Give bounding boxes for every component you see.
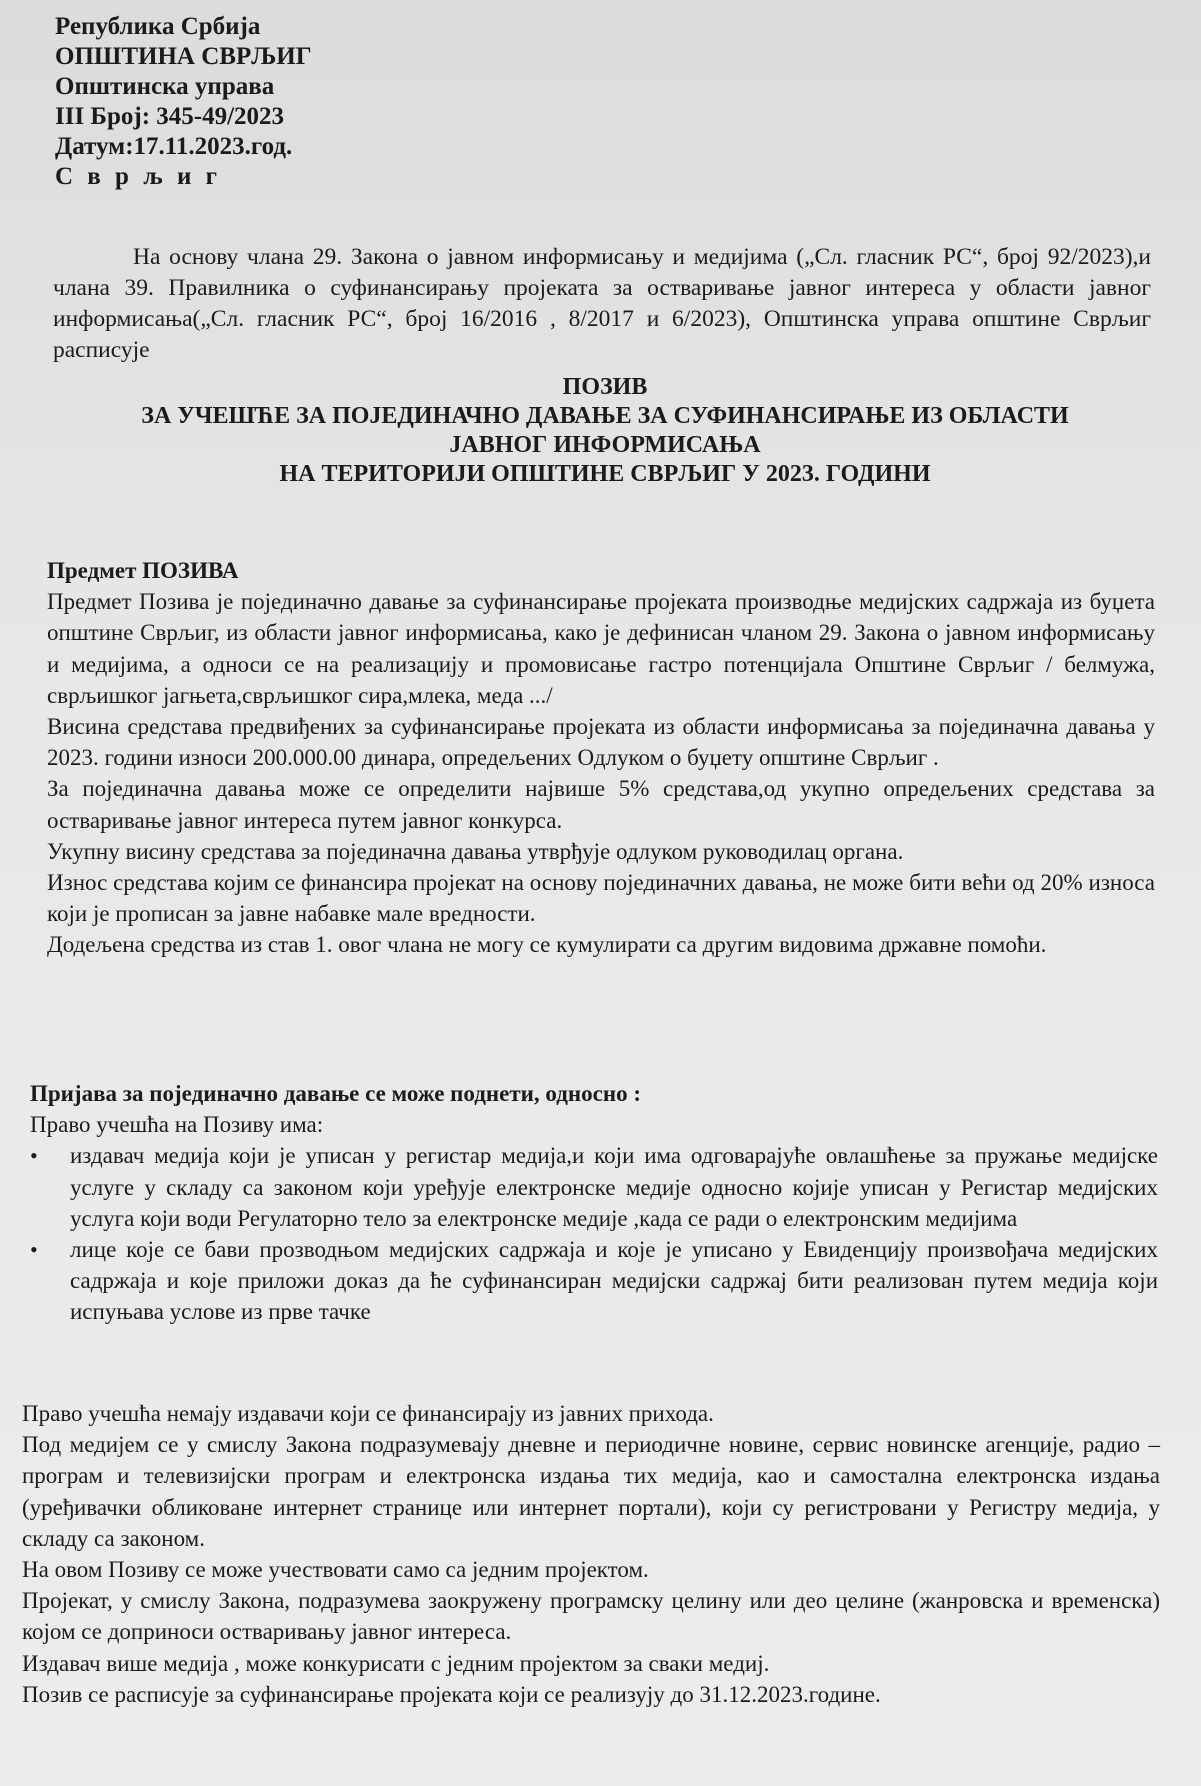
closing-section bbox=[22, 1398, 1160, 1710]
title-line-4: НА ТЕРИТОРИЈИ ОПШТИНЕ СВРЉИГ У 2023. ГОДИНИ bbox=[279, 461, 931, 487]
deadline-paragraph: Позив се расписује за суфинансирање пројеката који се реализују до 31.12.2023.године. bbox=[22, 1681, 881, 1707]
bullet-icon: • bbox=[30, 1143, 38, 1169]
subject-section bbox=[47, 555, 1155, 961]
exclusion-paragraph: Право учешћа немају издавачи који се финансирају из јавних прихода. bbox=[22, 1401, 714, 1426]
title-line-1: ПОЗИВ bbox=[562, 374, 648, 400]
title-line-3: ЈАВНОГ ИНФОРМИСАЊА bbox=[449, 432, 761, 458]
document-title bbox=[60, 373, 1150, 489]
project-definition-paragraph: Пројекат, у смислу Закона, подразумева заокружену програмску целину или део целине (жанровска и временска) којом се доприноси остваривању јавног интереса. bbox=[22, 1588, 1160, 1645]
header-place: С в р љ и г bbox=[55, 163, 221, 190]
multi-media-publisher-paragraph: Издавач више медија , може конкурисати с једним пројектом за сваки медиј. bbox=[22, 1650, 770, 1676]
cumulation-paragraph: Додељена средства из став 1. овог члана не могу се кумулирати са другим видовима државне помоћи. bbox=[47, 932, 1047, 958]
intro-paragraph: На основу члана 29. Закона о јавном информисању и медијима („Сл. гласник РС“, број 92/2023),и члана 39. Правилника о суфинансирању пројеката за остваривање јавног интереса у области јавног информисања(„Сл. гласник РС“, број 16/2016 , 8/2017 и 6/2023), Општинска управа општине Сврљиг расписује bbox=[53, 243, 1151, 363]
eligibility-list bbox=[30, 1140, 1158, 1327]
header-reference-number: III Број: 345-49/2023 bbox=[55, 103, 285, 130]
document-header bbox=[55, 12, 312, 192]
header-municipality: ОПШТИНА СВРЉИГ bbox=[55, 43, 312, 70]
subject-paragraph: Предмет Позива је појединачно давање за суфинансирање пројеката производње медијских садржаја из буџета општине Сврљиг, из области јавног информисања, како је дефинисан чланом 29. Закона о јавном информисању и медијима, а односи се на реализацију и промовисање гастро потенцијала Општине Сврљиг / белмужа, сврљишког јагњета,сврљишког сира,млека, меда .../ bbox=[47, 589, 1155, 708]
list-item bbox=[30, 1140, 1158, 1234]
application-section bbox=[30, 1078, 1158, 1328]
single-project-paragraph: На овом Позиву се може учествовати само са једним пројектом. bbox=[22, 1557, 649, 1583]
header-date: Датум:17.11.2023.год. bbox=[55, 133, 293, 160]
list-item-text: лице које се бави прозводњом медијских садржаја и које је уписано у Евиденцију произвођача медијских садржаја и које приложи доказ да ће суфинансиран медијски садржај бити реализован путем медија који испуњава услове из прве тачке bbox=[70, 1237, 1158, 1325]
eligibility-intro: Право учешћа на Позиву има: bbox=[30, 1112, 324, 1138]
application-heading: Пријава за појединачно давање се може поднети, односно : bbox=[30, 1081, 642, 1106]
list-item bbox=[30, 1234, 1158, 1328]
funding-limit-paragraph: За појединачна давања може се определити највише 5% средстава,од укупно опредељених средстава за остваривање јавног интереса путем јавног конкурса. bbox=[47, 776, 1155, 833]
funding-amount-paragraph: Висина средстава предвиђених за суфинансирање пројеката из области информисања за појединачна давања у 2023. години износи 200.000.00 динара, опредељених Одлуком о буџету општине Сврљиг . bbox=[47, 714, 1155, 771]
list-item-text: издавач медија који је уписан у регистар медија,и који има одговарајуће овлашћење за пружање медијске услуге у складу са законом који уређује електронске медије односно којије уписан у Регистар медијских услуга који води Регулаторно тело за електронске медије ,када се ради о електронским медијима bbox=[70, 1143, 1158, 1231]
media-definition-paragraph: Под медијем се у смислу Закона подразумевају дневне и периодичне новине, сервис новинске агенције, радио – програм и телевизијски програм и електронска издања тих медија, као и самостална електронска издања (уређивачки обликоване интернет странице или интернет портали), који су регистровани у Регистру медија, у складу са законом. bbox=[22, 1432, 1160, 1551]
funding-cap-paragraph: Износ средстава којим се финансира пројекат на основу појединачних давања, не може бити већи од 20% износа који је прописан за јавне набавке мале вредности. bbox=[47, 870, 1155, 927]
header-country: Република Србија bbox=[55, 13, 261, 40]
funding-decision-paragraph: Укупну висину средстава за појединачна давања утврђује одлуком руководилац органа. bbox=[47, 838, 904, 864]
header-administration: Општинска управа bbox=[55, 73, 275, 100]
bullet-icon: • bbox=[30, 1237, 38, 1263]
title-line-2: ЗА УЧЕШЋЕ ЗА ПОЈЕДИНАЧНО ДАВАЊЕ ЗА СУФИНАНСИРАЊЕ ИЗ ОБЛАСТИ bbox=[141, 403, 1069, 429]
subject-heading: Предмет ПОЗИВА bbox=[47, 558, 239, 583]
